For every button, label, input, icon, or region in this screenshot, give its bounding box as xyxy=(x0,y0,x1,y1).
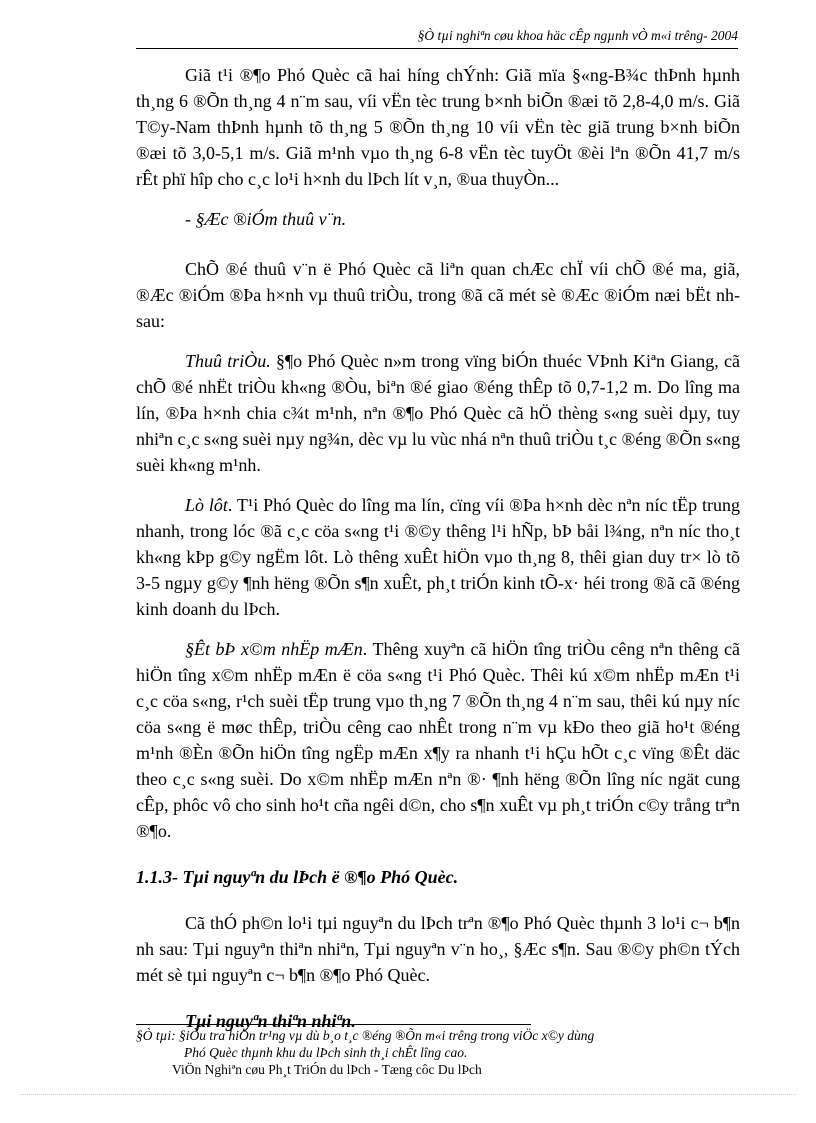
footnote-line-1: §Ò tµi: §iÒu tra hiÖn tr¹ng vµ dù b¸o t¸c ®éng ®Õn m«i trêng trong viÖc x©y dùng xyxy=(136,1028,595,1043)
paragraph-wind: Giã t¹i ®¶o Phó Quèc cã hai híng chÝnh: Giã mïa §«ng-B¾c thÞnh hµnh th¸ng 6 ®Õn th¸ng 4 n¨m sau, víi vËn tèc trung b×nh biÕn ®æi tõ 2,8-4,0 m/s. Giã T©y-Nam thÞnh hµnh tõ th¸ng 5 ®Õn th¸ng 10 víi vËn tèc giã trung b×nh biÕn ®æi tõ 3,0-5,1 m/s. Giã m¹nh vµo th¸ng 6-8 vËn tèc tuyÖt ®èi lªn ®Õn 41,7 m/s rÊt phï hîp cho c¸c lo¹i h×nh du lÞch lít v¸n, ®ua thuyÒn... xyxy=(136,65,740,189)
page-header xyxy=(136,26,738,49)
page-bottom-edge xyxy=(20,1094,796,1095)
tide-lead: Thuû triÒu. xyxy=(185,351,271,371)
paragraph-tide xyxy=(136,348,740,478)
subheading-natural-resources: Tµi nguyªn thiªn nhiªn. xyxy=(185,1011,356,1031)
paragraph-salinity xyxy=(136,636,740,844)
footnote-divider xyxy=(136,1024,531,1025)
salinity-text: . Thêng xuyªn cã hiÖn tîng triÒu cêng nªn thêng cã hiÖn tîng x©m nhËp mÆn ë cöa s«ng t¹i Phó Quèc. Thêi kú x©m nhËp mÆn t¹i c¸c cöa s«ng, r¹ch suèi tËp trung vµo th¸ng 7 ®Õn th¸ng 4 n¨m sau, thêi kú nµy níc cöa s«ng ë møc thÊp, triÒu cêng cao nhÊt trong n¨m vµ kÐo theo giã ho¹t ®éng m¹nh ®Èn ®Õn hiÖn tîng ngËp mÆn x¶y ra nhanh t¹i hÇu hÕt c¸c vïng ®Êt däc theo c¸c s«ng suèi. Do x©m nhËp mÆn nªn ®· ¶nh hëng ®Õn lîng níc ngät cung cÊp, phôc vô cho sinh ho¹t cña ngêi d©n, cho s¶n xuÊt vµ ph¸t triÓn c©y trång trªn ®¶o. xyxy=(136,639,740,841)
flood-lead: Lò lôt xyxy=(185,495,228,515)
paragraph-hydrology: ChÕ ®é thuû v¨n ë Phó Quèc cã liªn quan chÆc chÏ víi chÕ ®é ma, giã, ®Æc ®iÓm ®Þa h×nh vµ thuû triÒu, trong ®ã cã mét sè ®Æc ®iÓm næi bËt nh sau: xyxy=(136,259,740,331)
salinity-lead: §Êt bÞ x©m nhËp mÆn xyxy=(185,639,363,659)
footnote-line-3: ViÖn Nghiªn cøu Ph¸t TriÓn du lÞch - Tæng côc Du lÞch xyxy=(172,1062,482,1077)
section-heading: 1.1.3- Tµi nguyªn du lÞch ë ®¶o Phó Quèc. xyxy=(136,867,459,887)
paragraph-flood xyxy=(136,492,740,622)
document-body xyxy=(136,62,740,1034)
page-footnote xyxy=(136,1027,740,1078)
flood-text: . T¹i Phó Quèc do lîng ma lín, cïng víi ®Þa h×nh dèc nªn níc tËp trung nhanh, trong lóc ®ã c¸c cöa s«ng t¹i ®©y thêng l¹i hÑp, bÞ båi l¾ng, nªn níc tho¸t kh«ng kÞp g©y ngËm lôt. Lò thêng xuÊt hiÖn vµo th¸ng 8, thêi gian duy tr× lò tõ 3-5 ngµy g©y ¶nh hëng ®Õn s¶n xuÊt, ph¸t triÓn kinh tÕ-x· héi trong ®ã cã ®éng kinh doanh du lÞch. xyxy=(136,495,741,619)
subheading-hydrology: - §Æc ®iÓm thuû v¨n. xyxy=(185,209,347,229)
paragraph-resources: Cã thÓ ph©n lo¹i tµi nguyªn du lÞch trªn ®¶o Phó Quèc thµnh 3 lo¹i c¬ b¶n nh sau: Tµi nguyªn thiªn nhiªn, Tµi nguyªn v¨n ho¸, §Æc s¶n. Sau ®©y ph©n tÝch mét sè tµi nguyªn c¬ b¶n ®¶o Phó Quèc. xyxy=(136,913,740,985)
tide-text: §¶o Phó Quèc n»m trong vïng biÓn thuéc VÞnh Kiªn Giang, cã chÕ ®é nhËt triÒu kh«ng ®Òu, biªn ®é giao ®éng thÊp tõ 0,7-1,2 m. Do lîng ma lín, ®Þa h×nh chia c¾t m¹nh, nªn ®¶o Phó Quèc cã hÖ thèng s«ng suèi dµy, tuy nhiªn c¸c s«ng suèi nµy ng¾n, dèc vµ lu vùc nhá nªn thuû triÒu t¸c ®éng ®Õn s«ng suèi kh«ng m¹nh. xyxy=(136,351,740,475)
footnote-line-2: Phó Quèc thµnh khu du lÞch sinh th¸i chÊt lîng cao. xyxy=(184,1045,468,1060)
header-title: §Ò tµi nghiªn cøu khoa häc cÊp ngµnh vÒ m«i trêng- 2004 xyxy=(417,28,738,43)
